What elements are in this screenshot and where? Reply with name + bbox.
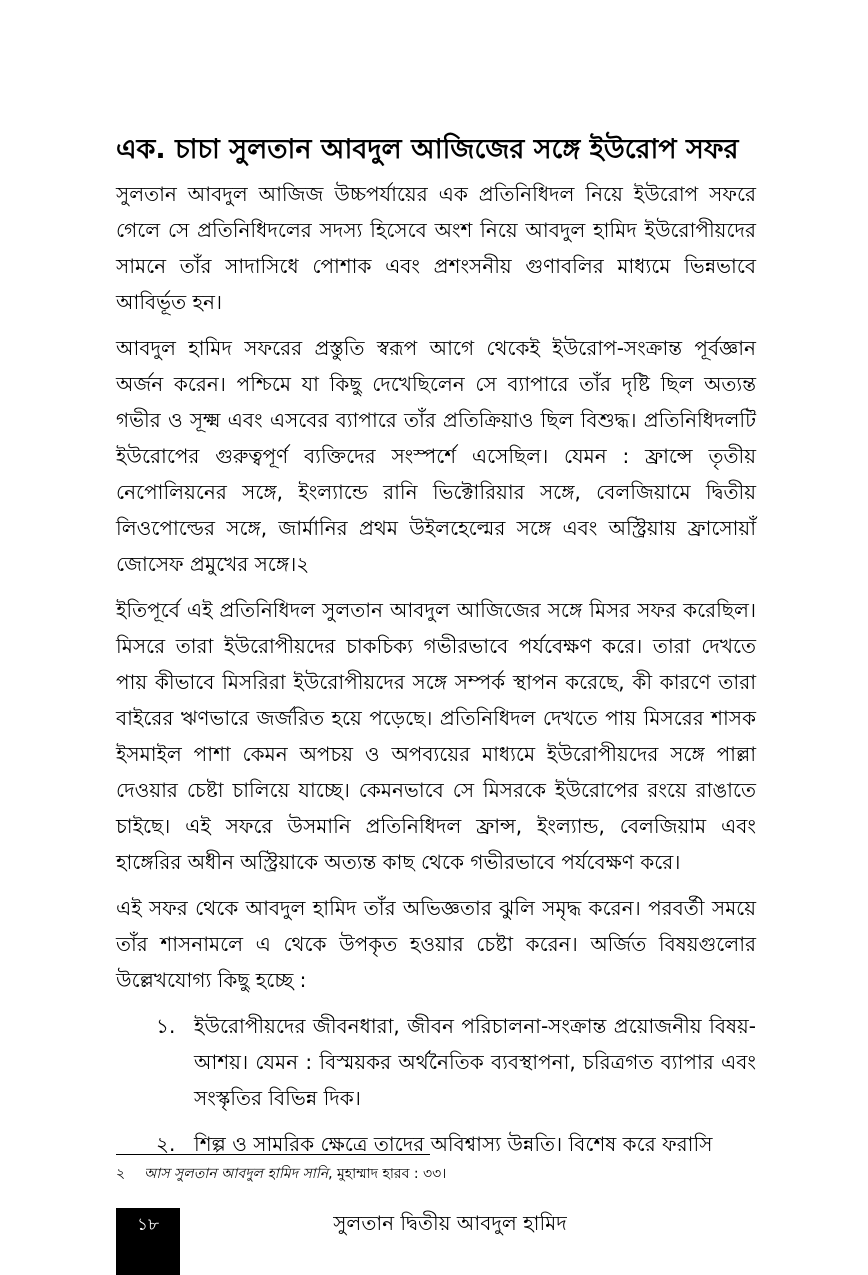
list-item-text: ইউরোপীয়দের জীবনধারা, জীবন পরিচালনা-সংক্রান্ত প্রয়োজনীয় বিষয়-আশয়। যেমন : বিস্ময়কর অর্থনৈতিক ব্যবস্থাপনা, চরিত্রগত ব্যাপার এবং সংস্কৃতির বিভিন্ন দিক। bbox=[194, 1014, 756, 1110]
page-number-box bbox=[116, 1208, 180, 1275]
list-item bbox=[116, 1126, 756, 1162]
page-number: ১৮ bbox=[136, 1215, 160, 1235]
paragraph: এই সফর থেকে আবদুল হামিদ তাঁর অভিজ্ঞতার ঝুলি সমৃদ্ধ করেন। পরবর্তী সময়ে তাঁর শাসনামলে এ থেকে উপকৃত হওয়ার চেষ্টা করেন। অর্জিত বিষয়গুলোর উল্লেখযোগ্য কিছু হচ্ছে : bbox=[116, 896, 756, 992]
running-title: সুলতান দ্বিতীয় আবদুল হামিদ bbox=[333, 1211, 567, 1235]
list-item-text: শিল্প ও সামরিক ক্ষেত্রে তাদের অবিশ্বাস্য উন্নতি। বিশেষ করে ফরাসি bbox=[194, 1132, 713, 1156]
paragraph: সুলতান আবদুল আজিজ উচ্চপর্যায়ের এক প্রতিনিধিদল নিয়ে ইউরোপ সফরে গেলে সে প্রতিনিধিদলের সদস্য হিসেবে অংশ নিয়ে আবদুল হামিদ ইউরোপীয়দের সামনে তাঁর সাদাসিধে পোশাক এবং প্রশংসনীয় গুণাবলির মাধ্যমে ভিন্নভাবে আবির্ভূত হন। bbox=[116, 182, 756, 314]
body-text bbox=[116, 176, 756, 1172]
chapter-section-heading: এক. চাচা সুলতান আবদুল আজিজের সঙ্গে ইউরোপ সফর bbox=[116, 134, 739, 165]
footnote-source-detail: , মুহাম্মাদ হারব : ৩৩। bbox=[328, 1166, 447, 1182]
footnote-source-title: আস সুলতান আবদুল হামিদ সানি bbox=[144, 1166, 329, 1182]
list-item bbox=[116, 1008, 756, 1116]
numbered-list bbox=[116, 1008, 756, 1162]
footnote bbox=[116, 1164, 756, 1184]
footnote-number: ২ bbox=[116, 1166, 126, 1182]
paragraph: আবদুল হামিদ সফরের প্রস্তুতি স্বরূপ আগে থেকেই ইউরোপ-সংক্রান্ত পূর্বজ্ঞান অর্জন করেন। পশ্চিমে যা কিছু দেখেছিলেন সে ব্যাপারে তাঁর দৃষ্টি ছিল অত্যন্ত গভীর ও সূক্ষ্ম এবং এসবের ব্যাপারে তাঁর প্রতিক্রিয়াও ছিল বিশুদ্ধ। প্রতিনিধিদলটি ইউরোপের গুরুত্বপূর্ণ ব্যক্তিদের সংস্পর্শে এসেছিল। যেমন : ফ্রান্সে তৃতীয় নেপোলিয়নের সঙ্গে, ইংল্যান্ডে রানি ভিক্টোরিয়ার সঙ্গে, বেলজিয়ামে দ্বিতীয় লিওপোল্ডের সঙ্গে, জার্মানির প্রথম উইলহেল্মের সঙ্গে এবং অস্ট্রিয়ায় ফ্রাসোয়াঁ জোসেফ প্রমুখের সঙ্গে।২ bbox=[116, 336, 756, 576]
footnote-separator bbox=[116, 1154, 430, 1155]
list-item-number: ২. bbox=[156, 1132, 176, 1156]
list-item-number: ১. bbox=[156, 1014, 176, 1038]
paragraph: ইতিপূর্বে এই প্রতিনিধিদল সুলতান আবদুল আজিজের সঙ্গে মিসর সফর করেছিল। মিসরে তারা ইউরোপীয়দের চাকচিক্য গভীরভাবে পর্যবেক্ষণ করে। তারা দেখতে পায় কীভাবে মিসরিরা ইউরোপীয়দের সঙ্গে সম্পর্ক স্থাপন করেছে, কী কারণে তারা বাইরের ঋণভারে জর্জরিত হয়ে পড়েছে। প্রতিনিধিদল দেখতে পায় মিসরের শাসক ইসমাইল পাশা কেমন অপচয় ও অপব্যয়ের মাধ্যমে ইউরোপীয়দের সঙ্গে পাল্লা দেওয়ার চেষ্টা চালিয়ে যাচ্ছে। কেমনভাবে সে মিসরকে ইউরোপের রংয়ে রাঙাতে চাইছে। এই সফরে উসমানি প্রতিনিধিদল ফ্রান্স, ইংল্যান্ড, বেলজিয়াম এবং হাঙ্গেরির অধীন অস্ট্রিয়াকে অত্যন্ত কাছ থেকে গভীরভাবে পর্যবেক্ষণ করে। bbox=[116, 598, 756, 874]
